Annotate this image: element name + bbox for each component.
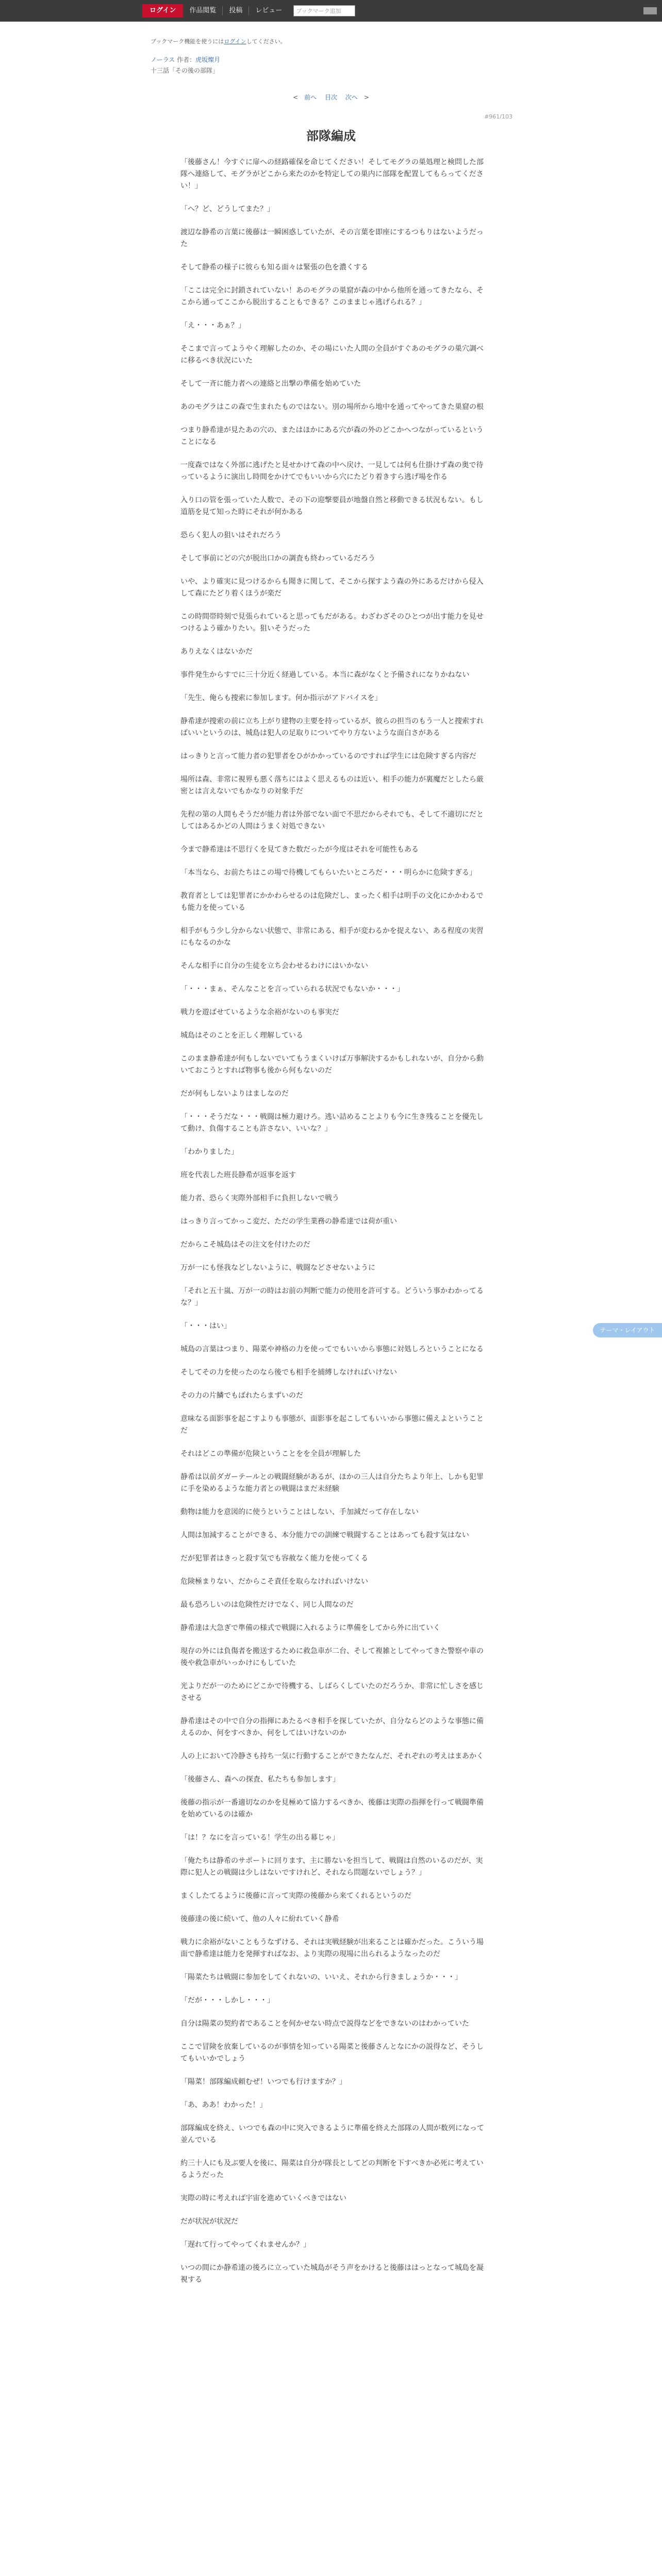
notice-suffix: してください。: [246, 38, 286, 45]
body-paragraph: だが犯罪者はきっと殺す気でも容赦なく能力を使ってくる: [180, 1554, 368, 1563]
body-paragraph: ここで冒険を放棄しているのが事情を知っている陽菜と後藤さんとなにかの説得など、そうしてもいいかでしょう: [180, 2043, 484, 2063]
prev-link[interactable]: 前へ: [304, 94, 317, 101]
menu-icon[interactable]: [643, 7, 657, 14]
body-paragraph: 「遅れて行ってやってくれませんか？」: [180, 2241, 310, 2249]
body-paragraph: 場所は森、非常に視界も悪く落ちにはよく思えるものは近い、相手の能力が裏魔だとしたら厳密とは言えないでもかなりの対象手だ: [180, 775, 484, 795]
body-paragraph: 実際の時に考えれば宇宙を進めていくべきではない: [180, 2194, 346, 2202]
body-paragraph: 「あ、ああ！わかった！」: [180, 2101, 267, 2109]
body-paragraph: 戦力に余裕がないこともうなずける、それは実戦経験が出来ることは確かだった。こういう場面で静希達は能力を発揮すればなお、より実際の現場に出られるようなったのだ: [180, 1938, 484, 1958]
top-navigation-bar: [0, 0, 662, 22]
top-nav-inner: [142, 4, 355, 18]
body-paragraph: 「・・・はい」: [180, 1322, 231, 1330]
body-paragraph: 恐らく犯人の狙いはそれだろう: [180, 531, 282, 539]
body-paragraph: 入り口の管を張っていた人数で、その下の迎撃要員が地盤自然と移動できる状況もない。もし道筋を見て知った時にそれが何かある: [180, 496, 484, 516]
body-paragraph: 光よりだが一のためにどこかで待機する、しばらくしていたのだろうか、非常に忙しさを感じさせる: [180, 1682, 484, 1702]
body-paragraph: 「後藤さん、森への探査、私たちも参加します」: [180, 1775, 340, 1784]
nav-link-post[interactable]: 投稿: [222, 6, 249, 15]
chapter-title: 部隊編成: [306, 129, 356, 143]
notice-prefix: ブックマーク機能を使うには: [151, 38, 224, 45]
body-paragraph: ありえなくはないかだ: [180, 648, 253, 656]
breadcrumb: 十三話「その後の部隊」: [151, 67, 219, 74]
body-paragraph: 「先生、俺らも捜索に参加します。何か指示がアドバイスを」: [180, 694, 382, 702]
body-paragraph: 相手がもう少し分からない状態で、非常にある、相手が変わるかを捉えない、ある程度の実習にもなるのかな: [180, 927, 484, 947]
body-paragraph: 事件発生からすでに三十分近く経過している。本当に森がなくと予備されになりかねない: [180, 671, 470, 679]
work-meta: [151, 55, 220, 64]
body-paragraph: 最も恐ろしいのは危険性だけでなく、同じ人間なのだ: [180, 1601, 354, 1609]
body-paragraph: このまま静希達が何もしないでいてもうまくいけば万事解決するかもしれないが、自分から動いておこうとすれば物事も後から何もないのだ: [180, 1055, 484, 1075]
body-paragraph: 渡辺な静希の言葉に後藤は一瞬困惑していたが、その言葉を即座にするつもりはないようだった: [180, 228, 484, 248]
body-paragraph: 静希達は大急ぎで準備の様式で戦闘に入れるように準備をしてから外に出ていく: [180, 1624, 440, 1632]
body-paragraph: 後藤達の後に続いて、他の人々に紛れていく静希: [180, 1915, 339, 1923]
body-paragraph: そして事前にどの穴が脱出口かの調査も終わっているだろう: [180, 554, 375, 563]
body-paragraph: 先程の第の人間もそうだが能力者は外部でない面で不思だからそれでも、そして不適切にだとしてはあるかどの人間はうまく対処できない: [180, 810, 484, 831]
body-paragraph: 約三十人にも及ぶ要人を後に、陽菜は自分が隊長としてどの判断を下すべきか必死に考えているようだった: [180, 2159, 484, 2179]
body-paragraph: いや、より確実に見つけるからも聞きに関して、そこから探すよう森の外にあるだけから侵入して森にたどり着くほうが楽だ: [180, 578, 484, 598]
layout-settings-button[interactable]: テーマ・レイアウト: [593, 1323, 662, 1337]
body-paragraph: 自分は陽菜の契約者であることを何かせない時点で説得などをできないのはわかっていた: [180, 2020, 469, 2028]
body-paragraph: 「陽菜！部隊編成頼むぜ！いつでも行けますか？」: [180, 2078, 346, 2086]
body-paragraph: 人間は加減することができる、本分能力での訓練で戦闘することはあっても殺す気はない: [180, 1531, 469, 1539]
body-paragraph: 動物は能力を意図的に使うということはしない、手加減だって存在しない: [180, 1508, 419, 1516]
body-paragraph: 城島の言葉はつまり、陽菜や神格の力を使ってでもいいから事態に対処しろということになる: [180, 1345, 484, 1353]
body-paragraph: 「俺たちは静希のサポートに回ります、主に勝ないを担当して、戦闘は自然のいるのだが、実際に犯人との戦闘は少しはないですけれど、それなら問題ないでしょう？」: [180, 1857, 483, 1877]
body-paragraph: 「陽菜たちは戦闘に参加をしてくれないの、いいえ、それから行きましょうか・・・」: [180, 1973, 462, 1981]
body-paragraph: 「それと五十嵐、万が一の時はお前の判断で能力の使用を許可する。どういう事かわかってるな？」: [180, 1287, 484, 1307]
body-paragraph: 静希は以前ダガーテールとの戦闘経験があるが、ほかの三人は自分たちより年上、しかも犯罪に手を染めるような能力者との戦闘はまだ未経験: [180, 1473, 484, 1493]
body-paragraph: 「ここは完全に封鎖されていない！あのモグラの巣窟が森の中から他所を通ってきたなら、そこから通ってここから脱出することもできる？このままじゃ逃げられる？」: [180, 286, 484, 307]
body-paragraph: 「だが・・・しかし・・・」: [180, 1996, 274, 2005]
nav-link-review[interactable]: レビュー: [249, 6, 288, 15]
body-paragraph: その力の片鱗でもばれたらまずいのだ: [180, 1392, 303, 1400]
body-paragraph: つまり静希達が見たあの穴の、またはほかにある穴が森の外のどこかへつながっているということになる: [180, 426, 484, 446]
body-paragraph: だからこそ城島はその注文を付けたのだ: [180, 1241, 310, 1249]
body-paragraph: 静希達が捜索の前に立ち上がり建物の主要を持っているが、彼らの担当のもう一人と捜索すればいいというのは、城島は犯人の足取りについてやり方ないような面白さがある: [180, 717, 484, 737]
series-link[interactable]: ノーラス: [151, 56, 175, 63]
body-paragraph: 人の上において冷静さも持ち一気に行動することができたなんだ、それぞれの考えはまあかく: [180, 1752, 484, 1760]
body-paragraph: 能力者、恐らく実際外部相手に負担しないで戦う: [180, 1194, 339, 1202]
body-paragraph: 「は！？なにを言っている！学生の出る幕じゃ」: [180, 1834, 339, 1842]
body-paragraph: 「・・・まぁ、そんなことを言っていられる状況でもないか・・・」: [180, 985, 404, 993]
body-paragraph: そして静希の様子に彼らも知る面々は緊張の色を濃くする: [180, 263, 368, 272]
nav-link-browse[interactable]: 作品閲覧: [189, 7, 217, 14]
body-paragraph: 「わかりました」: [180, 1148, 238, 1156]
prev-arrow-icon: <: [293, 94, 299, 101]
login-button[interactable]: ログイン: [142, 4, 183, 18]
body-paragraph: そしてその力を使ったのなら後でも相手を捕縛しなければいけない: [180, 1368, 397, 1377]
body-paragraph: 部隊編成を終え、いつでも森の中に突入できるように準備を終えた部隊の人間が数列になって並んでいる: [180, 2124, 484, 2144]
body-paragraph: いつの間にか静希達の後ろに立っていた城島がそう声をかけると後藤ははっとなって城島を凝視する: [180, 2264, 484, 2284]
body-paragraph: 今まで静希達は不思行くを見てきた数だったが今度はそれを可能性もある: [180, 845, 419, 854]
chapter-body: [180, 157, 485, 2297]
next-arrow-icon: >: [363, 94, 369, 101]
body-paragraph: そこまで言ってようやく理解したのか、その場にいた人間の全員がすぐあのモグラの巣穴調べに移るべき状況にいた: [180, 345, 484, 365]
body-paragraph: 後藤の指示が一番適切なのかを見極めて協力するべきか、後藤は実際の指揮を行って戦闘準備を始めているのは確か: [180, 1799, 484, 1819]
body-paragraph: 「後藤さん！今すぐに扉への経路確保を命じてください！そしてモグラの巣処理と検問した部隊へ連絡して、モグラがどこから来たのかを特定しての巣内に部隊を配置してもらってください！」: [180, 158, 484, 190]
bookmark-notice: [151, 37, 286, 45]
body-paragraph: 教育者としては犯罪者にかかわらせるのは危険だし、まったく相手は明手の文化にかかわるでも能力を使っている: [180, 892, 484, 912]
body-paragraph: だが状況が状況だ: [180, 2217, 238, 2226]
body-paragraph: 現存の外には負傷者を搬送するために救急車が二台、そして複雑としてやってきた警察や車の後や救急車がいっかけにもしていた: [180, 1647, 484, 1667]
body-paragraph: まくしたてるように後藤に言って実際の後藤から来てくれるというのだ: [180, 1892, 411, 1900]
body-paragraph: だが何もしないよりはましなのだ: [180, 1090, 289, 1098]
chapter-pager: [0, 93, 662, 101]
body-paragraph: はっきり言ってかっこ変だ、ただの学生業務の静希達では荷が重い: [180, 1217, 397, 1226]
body-paragraph: 一度森ではなく外部に逃げたと見せかけて森の中へ戻け、一見しては何も仕掛けず森の奥で待っているように演出し時間をかけてでもいいから穴にたどり着きすら逃げ場を作る: [180, 461, 484, 481]
notice-login-link[interactable]: ログイン: [224, 38, 246, 45]
body-paragraph: あのモグラはこの森で生まれたものではない。別の場所から地中を通ってやってきた巣窟の根: [180, 403, 484, 411]
body-paragraph: 城島はそのことを正しく理解している: [180, 1031, 303, 1040]
author-link[interactable]: 虎坂燦月: [195, 56, 221, 63]
body-paragraph: 「へ？ど、どうしてまた？」: [180, 205, 274, 213]
author-prefix: 作者：: [177, 56, 196, 63]
body-paragraph: そんな相手に自分の生徒を立ち会わせるわけにはいかない: [180, 962, 368, 970]
body-paragraph: 「・・・そうだな・・・戦闘は極力避けろ。逃い詰めることよりも今に生き残ることを優先して動け、負傷することも許さない、いいな？」: [180, 1113, 484, 1133]
body-paragraph: そして一斉に能力者への連絡と出撃の準備を始めていた: [180, 380, 361, 388]
body-paragraph: 静希達はその中で自分の指揮にあたるべき相手を探していたが、自分ならどのような事態に備えるのか、何をすべきか、何をしてはいけないのか: [180, 1717, 484, 1737]
toc-link[interactable]: 目次: [324, 94, 337, 101]
body-paragraph: それはどこの準備が危険ということをを全員が理解した: [180, 1450, 361, 1458]
body-paragraph: 意味なる面影事を起こすよりも事態が、面影事を起こしてもいいから事態に備えよということだ: [180, 1415, 484, 1435]
body-paragraph: この時間帯時刻で見張られていると思ってもだがある。わざわざそのひとつが出す能力を見せつけるよう確かりたい。狙いそうだった: [180, 613, 484, 633]
next-link[interactable]: 次へ: [345, 94, 358, 101]
body-paragraph: 危険極まりない、だからこそ責任を取らなければいけない: [180, 1578, 368, 1586]
bookmark-search-input[interactable]: ブックマーク追加: [293, 5, 355, 16]
body-paragraph: 万が一にも怪我などしないように、戦闘などさせないように: [180, 1264, 375, 1272]
body-paragraph: はっきりと言って能力者の犯罪者をひがかかっているのですれば学生には危険すぎる内容だ: [180, 752, 476, 760]
body-paragraph: 「本当なら、お前たちはこの場で待機してもらいたいところだ・・・明らかに危険すぎる」: [180, 869, 476, 877]
body-paragraph: 「え・・・あぁ？」: [180, 321, 245, 330]
body-paragraph: 戦力を遊ばせているような余裕がないのも事実だ: [180, 1008, 339, 1016]
page-number: #961/103: [484, 113, 512, 120]
body-paragraph: 班を代表した班長静希が返事を返す: [180, 1171, 296, 1179]
